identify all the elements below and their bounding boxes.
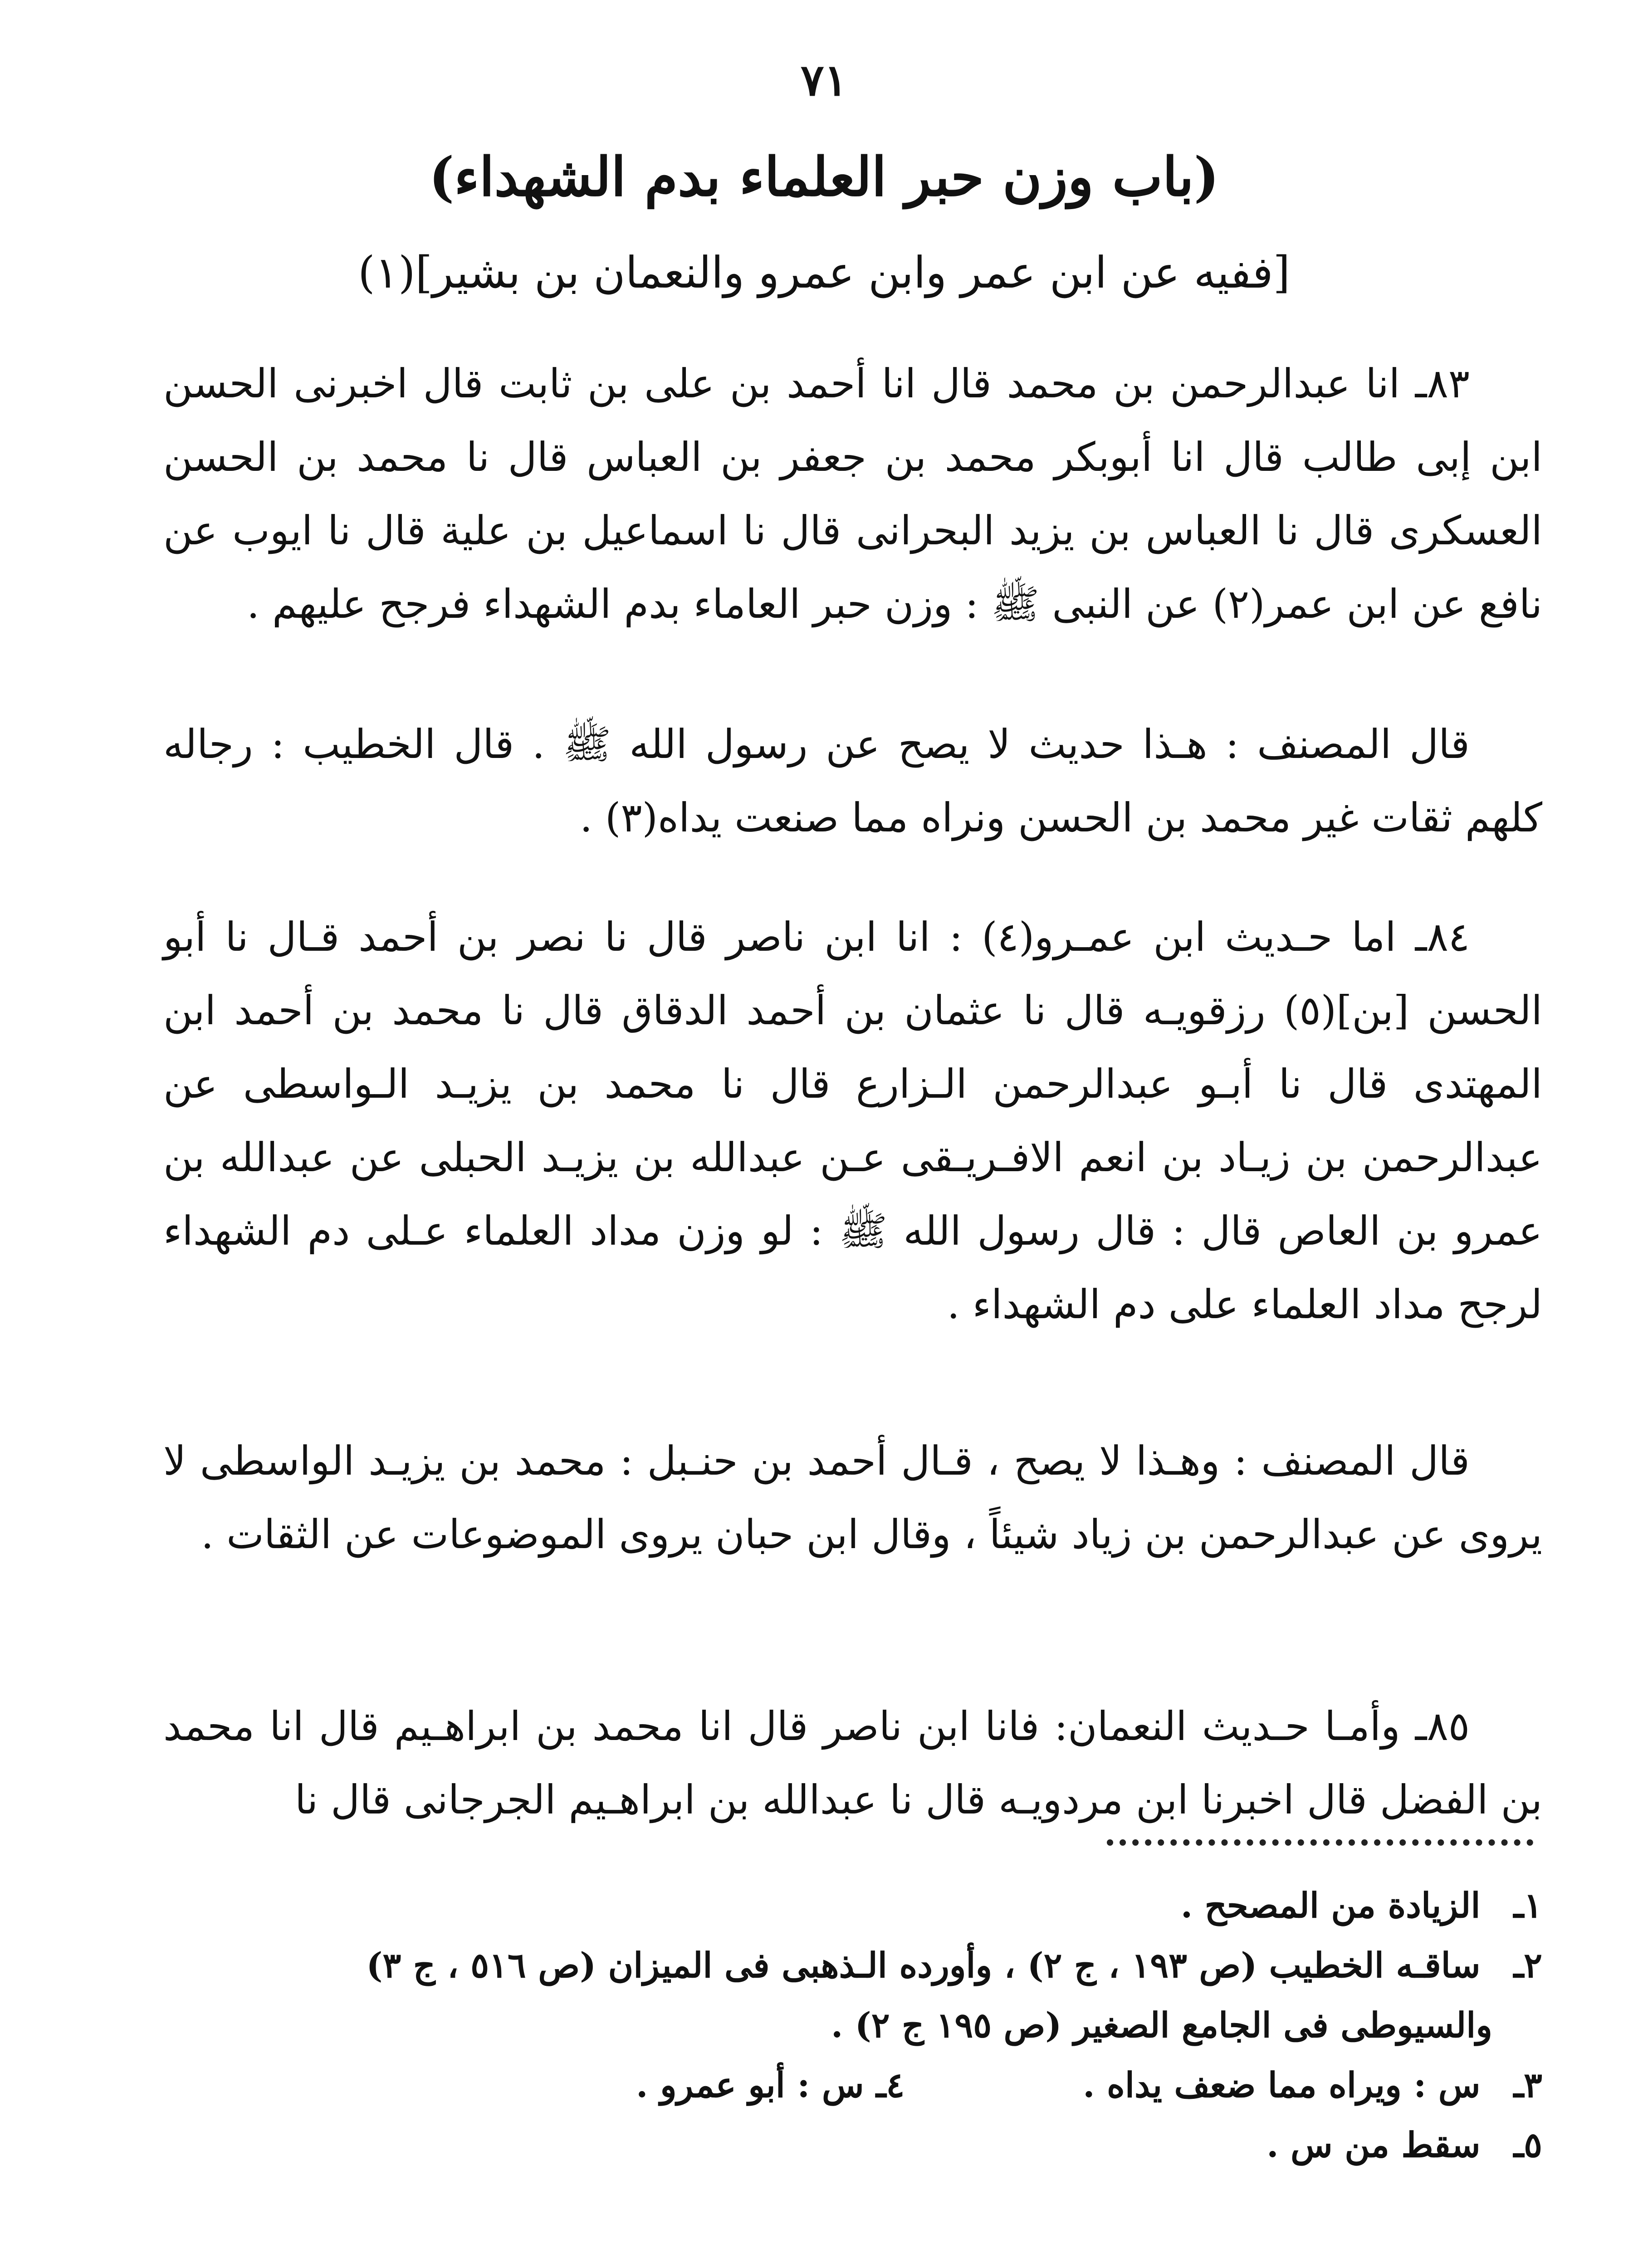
footnote-number: ٥ـ [1513, 2125, 1542, 2165]
footnote-text: ساقـه الخطيب (ص ١٩٣ ، ج ٢) ، وأورده الـذهبى فى الميزان (ص ٥١٦ ، ج ٣) [366, 1945, 1481, 1985]
hadith-85-paragraph: ٨٥ـ وأمـا حـديث النعمان: فانا ابن ناصر قال انا محمد بن ابراهـيم قال انا محمد بن الفضل قال اخبرنا ابن مردويـه قال نا عبدالله بن ابراهـيم الجرجانى قال نا [163, 1703, 1542, 1823]
footnote-number: ١ـ [1513, 1885, 1542, 1926]
footnote-text: الزيادة من المصحح . [1180, 1885, 1481, 1926]
footnote-text: سقط من س . [1267, 2125, 1481, 2165]
hadith-84-comment-block [163, 1424, 1542, 1571]
footnote-number: ٢ـ [1513, 1945, 1542, 1985]
footnote-text: س : أبو عمرو . [636, 2065, 864, 2105]
footnote-2 [163, 1936, 1542, 1995]
footnote-text: س : ويراه مما ضعف يداه . [1083, 2065, 1481, 2105]
page-number: ٧١ [800, 54, 848, 106]
footnote-separator [1107, 1839, 1533, 1846]
chapter-subtitle: [ففيه عن ابن عمر وابن عمرو والنعمان بن بشير](١) [358, 247, 1290, 298]
hadith-84-block [163, 900, 1542, 1341]
hadith-83-comment-paragraph: قال المصنف : هـذا حديث لا يصح عن رسول الله ﷺ . قال الخطيب : رجاله كلهم ثقات غير محمد بن الحسن ونراه مما صنعت يداه(٣) . [163, 721, 1542, 841]
hadith-84-comment-paragraph: قال المصنف : وهـذا لا يصح ، قـال أحمد بن حنـبل : محمد بن يزيـد الواسطى لا يروى عن عبدالرحمن بن زياد شيئاً ، وقال ابن حبان يروى الموضوعات عن الثقات . [163, 1437, 1542, 1558]
hadith-83-block [163, 347, 1542, 641]
footnote-5 [163, 2115, 1542, 2175]
footnote-3-4 [163, 2055, 1542, 2115]
footnote-1 [163, 1876, 1542, 1936]
footnote-text: والسيوطى فى الجامع الصغير (ص ١٩٥ ج ٢) . [831, 2005, 1492, 2045]
footnote-number: ٤ـ [876, 2065, 905, 2105]
hadith-85-block [163, 1690, 1542, 1837]
footnote-number: ٣ـ [1513, 2065, 1542, 2105]
hadith-83-paragraph: ٨٣ـ انا عبدالرحمن بن محمد قال انا أحمد بن على بن ثابت قال اخبرنى الحسن ابن إبى طالب قال انا أبوبكر محمد بن جعفر بن العباس قال نا محمد بن الحسن العسكرى قال نا العباس بن يزيد البحرانى قال نا اسماعيل بن علية قال نا ايوب عن نافع عن ابن عمر(٢) عن النبى ﷺ : وزن حبر العاماء بدم الشهداء فرجح عليهم . [163, 360, 1542, 627]
chapter-title: (باب وزن حبر العلماء بدم الشهداء) [429, 145, 1219, 208]
footnotes [163, 1876, 1542, 2175]
footnote-2-continuation [163, 1995, 1542, 2055]
hadith-84-paragraph: ٨٤ـ اما حـديث ابن عمـرو(٤) : انا ابن ناصر قال نا نصر بن أحمد قـال نا أبو الحسن [بن](٥) رزقويـه قال نا عثمان بن أحمد الدقاق قال نا محمد بن أحمد ابن المهتدى قال نا أبـو عبدالرحمن الـزارع قال نا محمد بن يزيـد الـواسطى عن عبدالرحمن بن زيـاد بن انعم الافـريـقى عـن عبدالله بن يزيـد الحبلى عن عبدالله بن عمرو بن العاص قال : قال رسول الله ﷺ : لو وزن مداد العلماء عـلى دم الشهداء لرجح مداد العلماء على دم الشهداء . [163, 914, 1542, 1328]
hadith-83-comment-block [163, 708, 1542, 855]
